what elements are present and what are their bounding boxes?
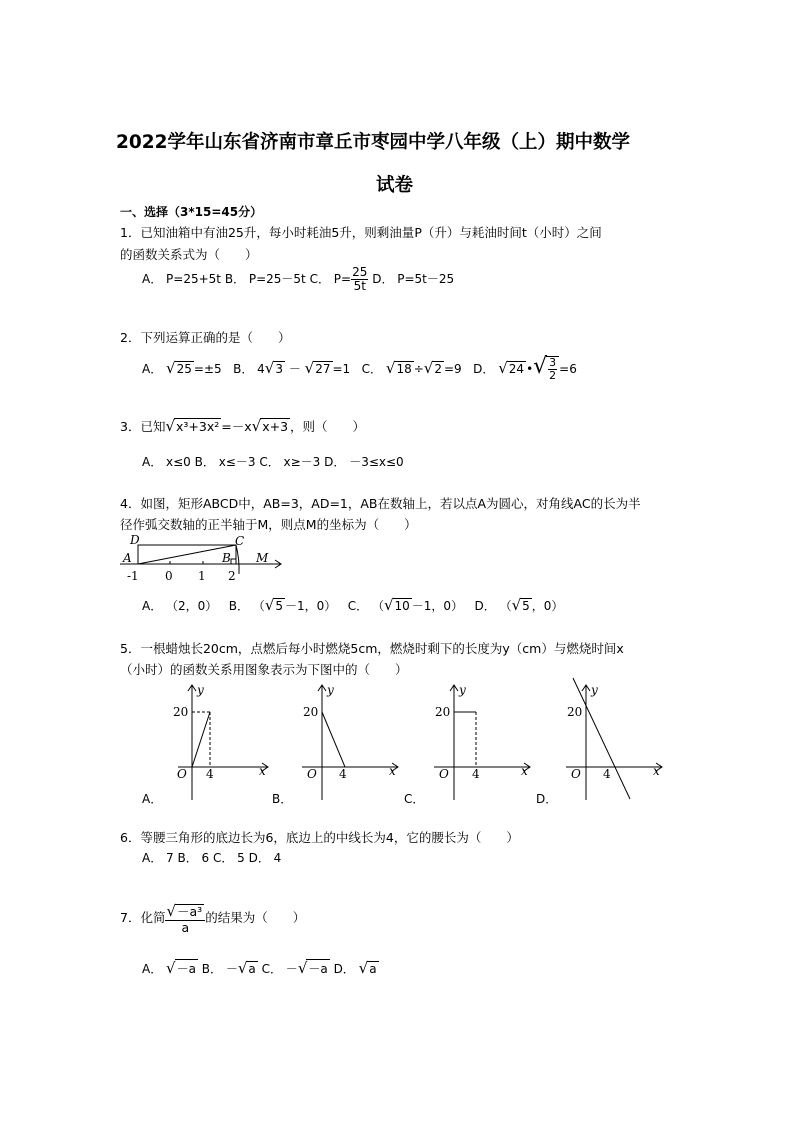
q4-stem-line2: 径作弧交数轴的正半轴于M，则点M的坐标为（ ） bbox=[120, 517, 417, 532]
q1-stem-line2: 的函数关系式为（ ） bbox=[120, 247, 258, 262]
svg-text:x: x bbox=[521, 764, 528, 778]
q7-option-d: D． √a bbox=[333, 959, 377, 977]
svg-text:O: O bbox=[439, 767, 449, 781]
q1-option-c: C． P= bbox=[309, 272, 352, 287]
svg-text:x: x bbox=[389, 764, 396, 778]
q7-option-a: A． √－a bbox=[142, 959, 196, 977]
label-m: M bbox=[256, 551, 269, 565]
label-b: B bbox=[222, 551, 231, 565]
tick-0: 0 bbox=[165, 569, 173, 583]
q3-radicand: x³+3x² bbox=[176, 419, 220, 434]
q2-options bbox=[142, 354, 577, 382]
q5-label-c: C． bbox=[404, 792, 425, 806]
label-a: A bbox=[123, 551, 132, 565]
q2-option-a: A． √25 =±5 bbox=[142, 359, 222, 377]
q3-options bbox=[142, 453, 404, 470]
q7-option-b: B． －√a bbox=[201, 959, 256, 977]
section-heading: 一、选择（3*15=45分） bbox=[120, 205, 263, 219]
svg-text:O: O bbox=[307, 767, 317, 781]
q2-stem: 2．下列运算正确的是（ ） bbox=[120, 330, 291, 345]
svg-text:20: 20 bbox=[303, 705, 319, 719]
q1-options bbox=[142, 266, 454, 293]
q1-option-d: D． P=5t－25 bbox=[372, 272, 455, 287]
q7-stem: 7．化简 $\frac{\text{√－a³}}{a}$ 的结果为（ ） bbox=[120, 902, 306, 935]
page-title-line2: 试卷 bbox=[376, 175, 414, 196]
tick-1: 1 bbox=[198, 569, 206, 583]
q1-option-b: B． P=25－5t bbox=[224, 272, 306, 287]
q3-option-c: C． x≥－3 bbox=[259, 455, 321, 469]
svg-text:O: O bbox=[177, 767, 187, 781]
svg-text:20: 20 bbox=[173, 705, 189, 719]
q5-graph-c bbox=[430, 680, 535, 800]
page-title: 2022学年山东省济南市章丘市枣园中学八年级（上）期中数学 bbox=[116, 132, 630, 153]
q4-options bbox=[142, 596, 563, 614]
right-angle-mark bbox=[231, 559, 236, 564]
svg-text:4: 4 bbox=[339, 767, 347, 781]
q3-option-a: A． x≤0 bbox=[142, 455, 191, 469]
q5-graph-a bbox=[168, 680, 273, 800]
svg-text:x: x bbox=[653, 764, 660, 778]
svg-text:4: 4 bbox=[472, 767, 480, 781]
q4-figure bbox=[118, 534, 293, 584]
q4-option-a: A． （2，0） bbox=[142, 599, 218, 613]
q5-graph-b bbox=[298, 680, 403, 800]
svg-text:y: y bbox=[459, 683, 466, 697]
q4-option-d: D． （√5 ，0） bbox=[474, 596, 564, 614]
svg-text:4: 4 bbox=[603, 767, 611, 781]
tick-neg1: -1 bbox=[127, 569, 139, 583]
q4-option-c: C． （√10 －1，0） bbox=[347, 596, 464, 614]
q2-option-d: D． √24 •√ $\frac{3}{2}$ =6 bbox=[473, 354, 577, 382]
q3-option-d: D． －3≤x≤0 bbox=[324, 455, 404, 469]
q5-label-d: D． bbox=[536, 792, 558, 806]
q7-fraction: $\frac{\text{√－a³}}{a}$ bbox=[165, 903, 205, 934]
q7-options bbox=[142, 959, 379, 977]
q5-stem-line1: 5．一根蜡烛长20cm，点燃后每小时燃烧5cm，燃烧时剩下的长度为y（cm）与燃烧时间x bbox=[120, 641, 624, 656]
svg-text:y: y bbox=[197, 683, 204, 697]
svg-text:O: O bbox=[571, 767, 581, 781]
q5-stem-line2: （小时）的函数关系用图象表示为下图中的（ ） bbox=[120, 662, 408, 677]
q2-option-c: C． √18 ÷√2 =9 bbox=[361, 359, 462, 377]
q3-stem: 3．已知√x³+3x² =－x√x+3 ，则（ ） bbox=[120, 417, 366, 435]
q1-option-a: A． P=25+5t bbox=[142, 272, 221, 287]
q6-stem: 6．等腰三角形的底边长为6，底边上的中线长为4，它的腰长为（ ） bbox=[120, 830, 519, 845]
svg-text:20: 20 bbox=[567, 705, 583, 719]
q4-option-b: B． （√5 －1，0） bbox=[228, 596, 337, 614]
q6-options: A． 7 B． 6 C． 5 D． 4 bbox=[142, 851, 282, 865]
q1-stem-line1: 1．已知油箱中有油25升，每小时耗油5升，则剩油量P（升）与耗油时间t（小时）之间 bbox=[120, 225, 602, 240]
q3-option-b: B． x≤－3 bbox=[194, 455, 256, 469]
q5-graph-d bbox=[562, 676, 667, 801]
label-c: C bbox=[235, 534, 245, 548]
q5-label-a: A． bbox=[142, 792, 163, 806]
q1-option-c-fraction: $\frac{25}{5t}$ bbox=[352, 265, 368, 294]
svg-text:y: y bbox=[327, 683, 334, 697]
q7-option-c: C． －√－a bbox=[261, 959, 328, 977]
q4-stem-line1: 4．如图，矩形ABCD中，AB=3，AD=1，AB在数轴上，若以点A为圆心，对角线AC的长为半 bbox=[120, 496, 641, 511]
label-d: D bbox=[130, 534, 140, 547]
q2-option-b: B． 4√3 － √27 =1 bbox=[233, 359, 351, 377]
svg-text:4: 4 bbox=[206, 767, 214, 781]
svg-text:x: x bbox=[259, 764, 266, 778]
tick-2: 2 bbox=[228, 569, 236, 583]
q5-label-b: B． bbox=[272, 792, 293, 806]
svg-text:20: 20 bbox=[435, 705, 451, 719]
svg-text:y: y bbox=[591, 683, 598, 697]
